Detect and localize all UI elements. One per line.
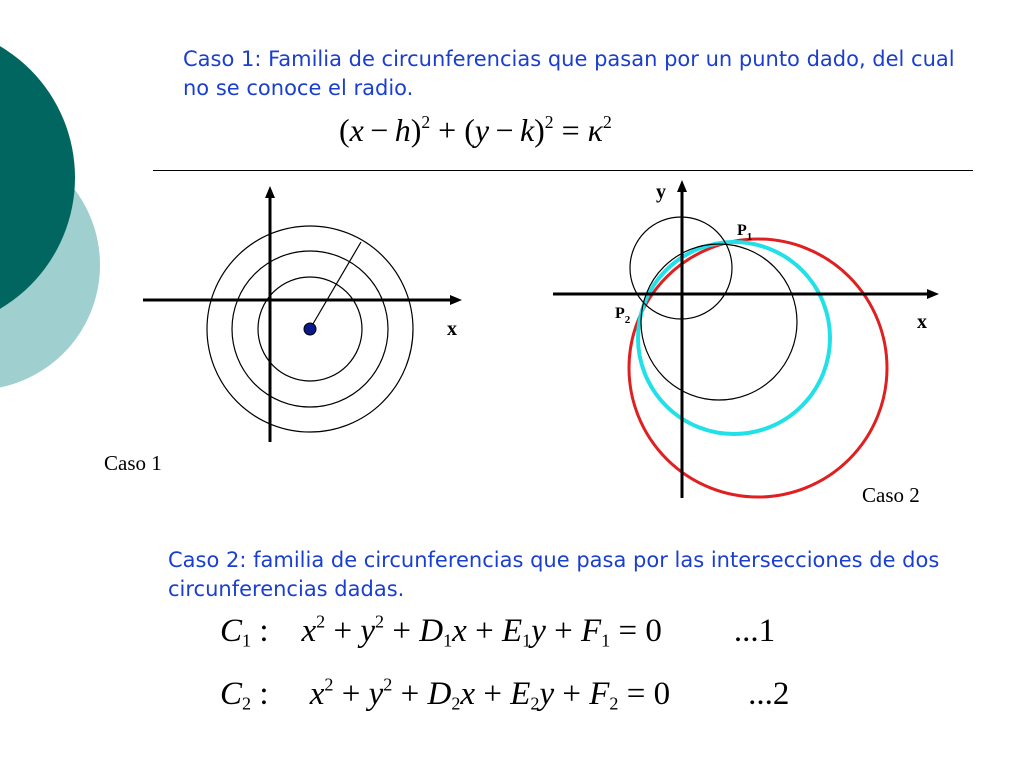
case1-center-point [304, 323, 316, 335]
case2-x-arrowhead [927, 289, 939, 299]
case2-y-arrowhead [677, 180, 687, 192]
case2-y-label: y [656, 181, 666, 203]
diagram-case2 [553, 180, 939, 507]
equation-c1: $C_1$ : $x^2 + y^2 + D_1x + E_1y + F_1 = 0$ ...1 [220, 611, 776, 651]
case2-cyan-circle [638, 242, 830, 434]
equation-c1-ref: ...1 [733, 613, 776, 649]
case1-x-label: x [447, 318, 457, 340]
case1-caption: Caso 1 [104, 451, 162, 475]
equation-c2-ref: ...2 [748, 676, 790, 712]
case2-x-label: x [917, 311, 927, 333]
case2-description: Caso 2: familia de circunferencias que pasa por las intersecciones de dos circunferencias dadas. [168, 548, 940, 601]
case2-given-circle-large [641, 244, 797, 400]
case2-red-circle [629, 239, 887, 497]
point-p2-label: $P_2$ [615, 305, 631, 326]
case1-description: Caso 1: Familia de circunferencias que pasan por un punto dado, del cual no se conoce el radio. [183, 47, 955, 100]
case2-caption: Caso 2 [862, 483, 920, 507]
diagram-case1 [104, 186, 462, 475]
equation-c2: $C_2$ : $x^2 + y^2 + D_2x + E_2y + F_2 = 0$ ...2 [220, 674, 790, 714]
circle-equation: $(x - h)^2 + (y - k)^2 = \kappa^2$ [339, 111, 612, 148]
case1-x-arrowhead [450, 295, 462, 305]
case1-y-arrowhead [265, 186, 275, 198]
point-p1-label: $P_1$ [737, 222, 753, 243]
